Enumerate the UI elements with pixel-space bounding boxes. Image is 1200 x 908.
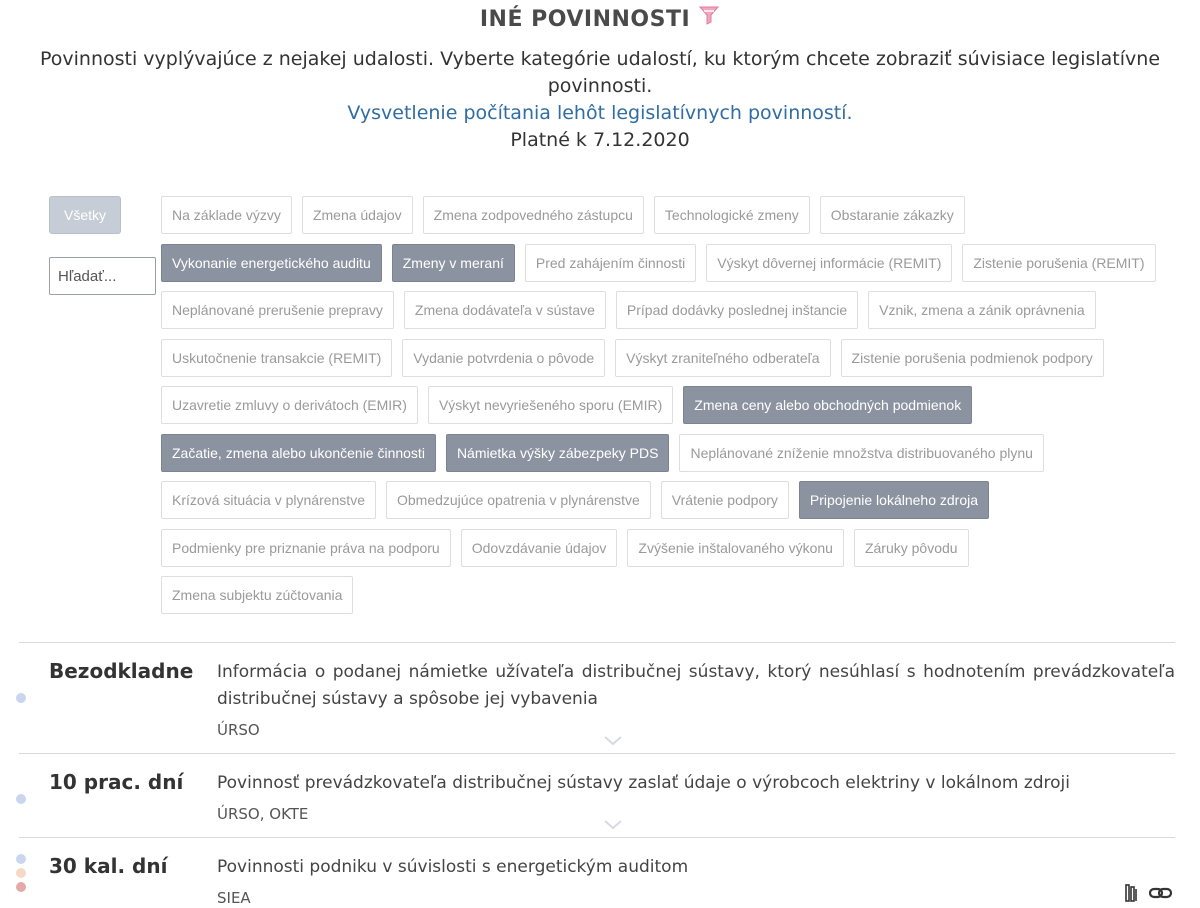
page-title: INÉ POVINNOSTI [479, 7, 691, 32]
category-tag[interactable]: Neplánované zníženie množstva distribuovaného plynu [679, 434, 1043, 472]
obligation-deadline: Bezodkladne [49, 659, 194, 683]
deadline-explanation-link[interactable]: Vysvetlenie počítania lehôt legislatívnych povinností. [347, 102, 853, 124]
category-tag[interactable]: Zmena zodpovedného zástupcu [423, 196, 644, 234]
obligation-authority: ÚRSO [217, 721, 260, 739]
chevron-down-icon[interactable] [604, 733, 622, 751]
obligation-description: Informácia o podanej námietke užívateľa distribučnej sústavy, ktorý nesúhlasí s hodnotením prevádzkovateľa distribučnej sústavy a spôsobe jej vybavenia [217, 662, 1175, 709]
category-dot [16, 868, 26, 878]
tag-row [161, 339, 1171, 377]
category-tag[interactable]: Na základe výzvy [161, 196, 292, 234]
tag-row [161, 244, 1171, 282]
obligation-deadline: 30 kal. dní [49, 854, 168, 878]
category-tag[interactable]: Záruky pôvodu [854, 529, 969, 567]
obligation-deadline: 10 prac. dní [49, 770, 184, 794]
tag-row [161, 386, 1171, 424]
document-icon[interactable] [1125, 884, 1139, 907]
obligation-authority: SIEA [217, 889, 251, 907]
category-tag[interactable]: Námietka výšky zábezpeky PDS [446, 434, 670, 472]
category-tag[interactable]: Vykonanie energetického auditu [161, 244, 382, 282]
obligation-actions [1125, 884, 1173, 907]
category-tag[interactable]: Obmedzujúce opatrenia v plynárenstve [386, 481, 651, 519]
category-tag[interactable]: Zmena subjektu zúčtovania [161, 576, 353, 614]
category-tag[interactable]: Uskutočnenie transakcie (REMIT) [161, 339, 392, 377]
category-tag[interactable]: Krízová situácia v plynárenstve [161, 481, 376, 519]
category-tag[interactable]: Podmienky pre priznanie práva na podporu [161, 529, 451, 567]
validity-date: Platné k 7.12.2020 [510, 129, 690, 151]
category-tag[interactable]: Výskyt zraniteľného odberateľa [615, 339, 830, 377]
category-tag[interactable]: Prípad dodávky poslednej inštancie [616, 291, 858, 329]
category-tag[interactable]: Neplánované prerušenie prepravy [161, 291, 394, 329]
category-dot [16, 854, 26, 864]
tag-row [161, 529, 1171, 567]
chevron-down-icon[interactable] [604, 817, 622, 835]
page-header [0, 4, 1200, 154]
category-tag[interactable]: Vznik, zmena a zánik oprávnenia [868, 291, 1095, 329]
category-tag[interactable]: Zmeny v meraní [392, 244, 515, 282]
category-tag[interactable]: Obstaranie zákazky [820, 196, 965, 234]
category-tag[interactable]: Technologické zmeny [654, 196, 810, 234]
obligation-item[interactable] [19, 837, 1175, 908]
link-icon[interactable] [1149, 884, 1173, 907]
category-tag[interactable]: Výskyt dôvernej informácie (REMIT) [706, 244, 952, 282]
tag-row [161, 196, 1171, 234]
category-tag[interactable]: Odovzdávanie údajov [461, 529, 618, 567]
tag-row [161, 434, 1171, 472]
category-tag[interactable]: Uzavretie zmluvy o derivátoch (EMIR) [161, 386, 418, 424]
category-tag[interactable]: Pred zahájením činnosti [525, 244, 696, 282]
category-tag[interactable]: Zmena údajov [302, 196, 413, 234]
category-tag[interactable]: Zistenie porušenia podmienok podpory [841, 339, 1104, 377]
tag-row [161, 291, 1171, 329]
category-dot [16, 882, 26, 892]
category-tag[interactable]: Zvýšenie inštalovaného výkonu [627, 529, 844, 567]
category-tag[interactable]: Začatie, zmena alebo ukončenie činnosti [161, 434, 436, 472]
category-tag[interactable]: Pripojenie lokálneho zdroja [799, 481, 989, 519]
category-filter-tags [161, 196, 1171, 624]
category-dot [16, 794, 26, 804]
category-tag[interactable]: Výskyt nevyriešeného sporu (EMIR) [428, 386, 673, 424]
search-input[interactable] [49, 257, 156, 295]
page-description: Povinnosti vyplývajúce z nejakej udalosti. Vyberte kategórie udalostí, ku ktorým chcete zobraziť súvisiace legislatívne povinnosti. [39, 48, 1161, 97]
category-tag[interactable]: Vrátenie podpory [661, 481, 789, 519]
tag-row [161, 576, 1171, 614]
obligation-item[interactable] [19, 753, 1175, 837]
category-tag[interactable]: Zmena dodávateľa v sústave [404, 291, 606, 329]
filter-funnel-icon[interactable] [698, 4, 720, 36]
category-tag[interactable]: Zistenie porušenia (REMIT) [962, 244, 1155, 282]
obligations-list [19, 642, 1175, 908]
obligation-authority: ÚRSO, OKTE [217, 805, 309, 823]
page-title-row [0, 4, 1200, 36]
obligation-description: Povinnosť prevádzkovateľa distribučnej sústavy zaslať údaje o výrobcoch elektriny v lokálnom zdroji [217, 773, 1070, 793]
obligation-description: Povinnosti podniku v súvislosti s energetickým auditom [217, 857, 689, 877]
tag-row [161, 481, 1171, 519]
category-tag[interactable]: Vydanie potvrdenia o pôvode [402, 339, 605, 377]
category-tag[interactable]: Zmena ceny alebo obchodných podmienok [683, 386, 972, 424]
all-categories-button[interactable]: Všetky [49, 196, 121, 234]
obligation-item[interactable] [19, 642, 1175, 753]
category-dot [16, 693, 26, 703]
